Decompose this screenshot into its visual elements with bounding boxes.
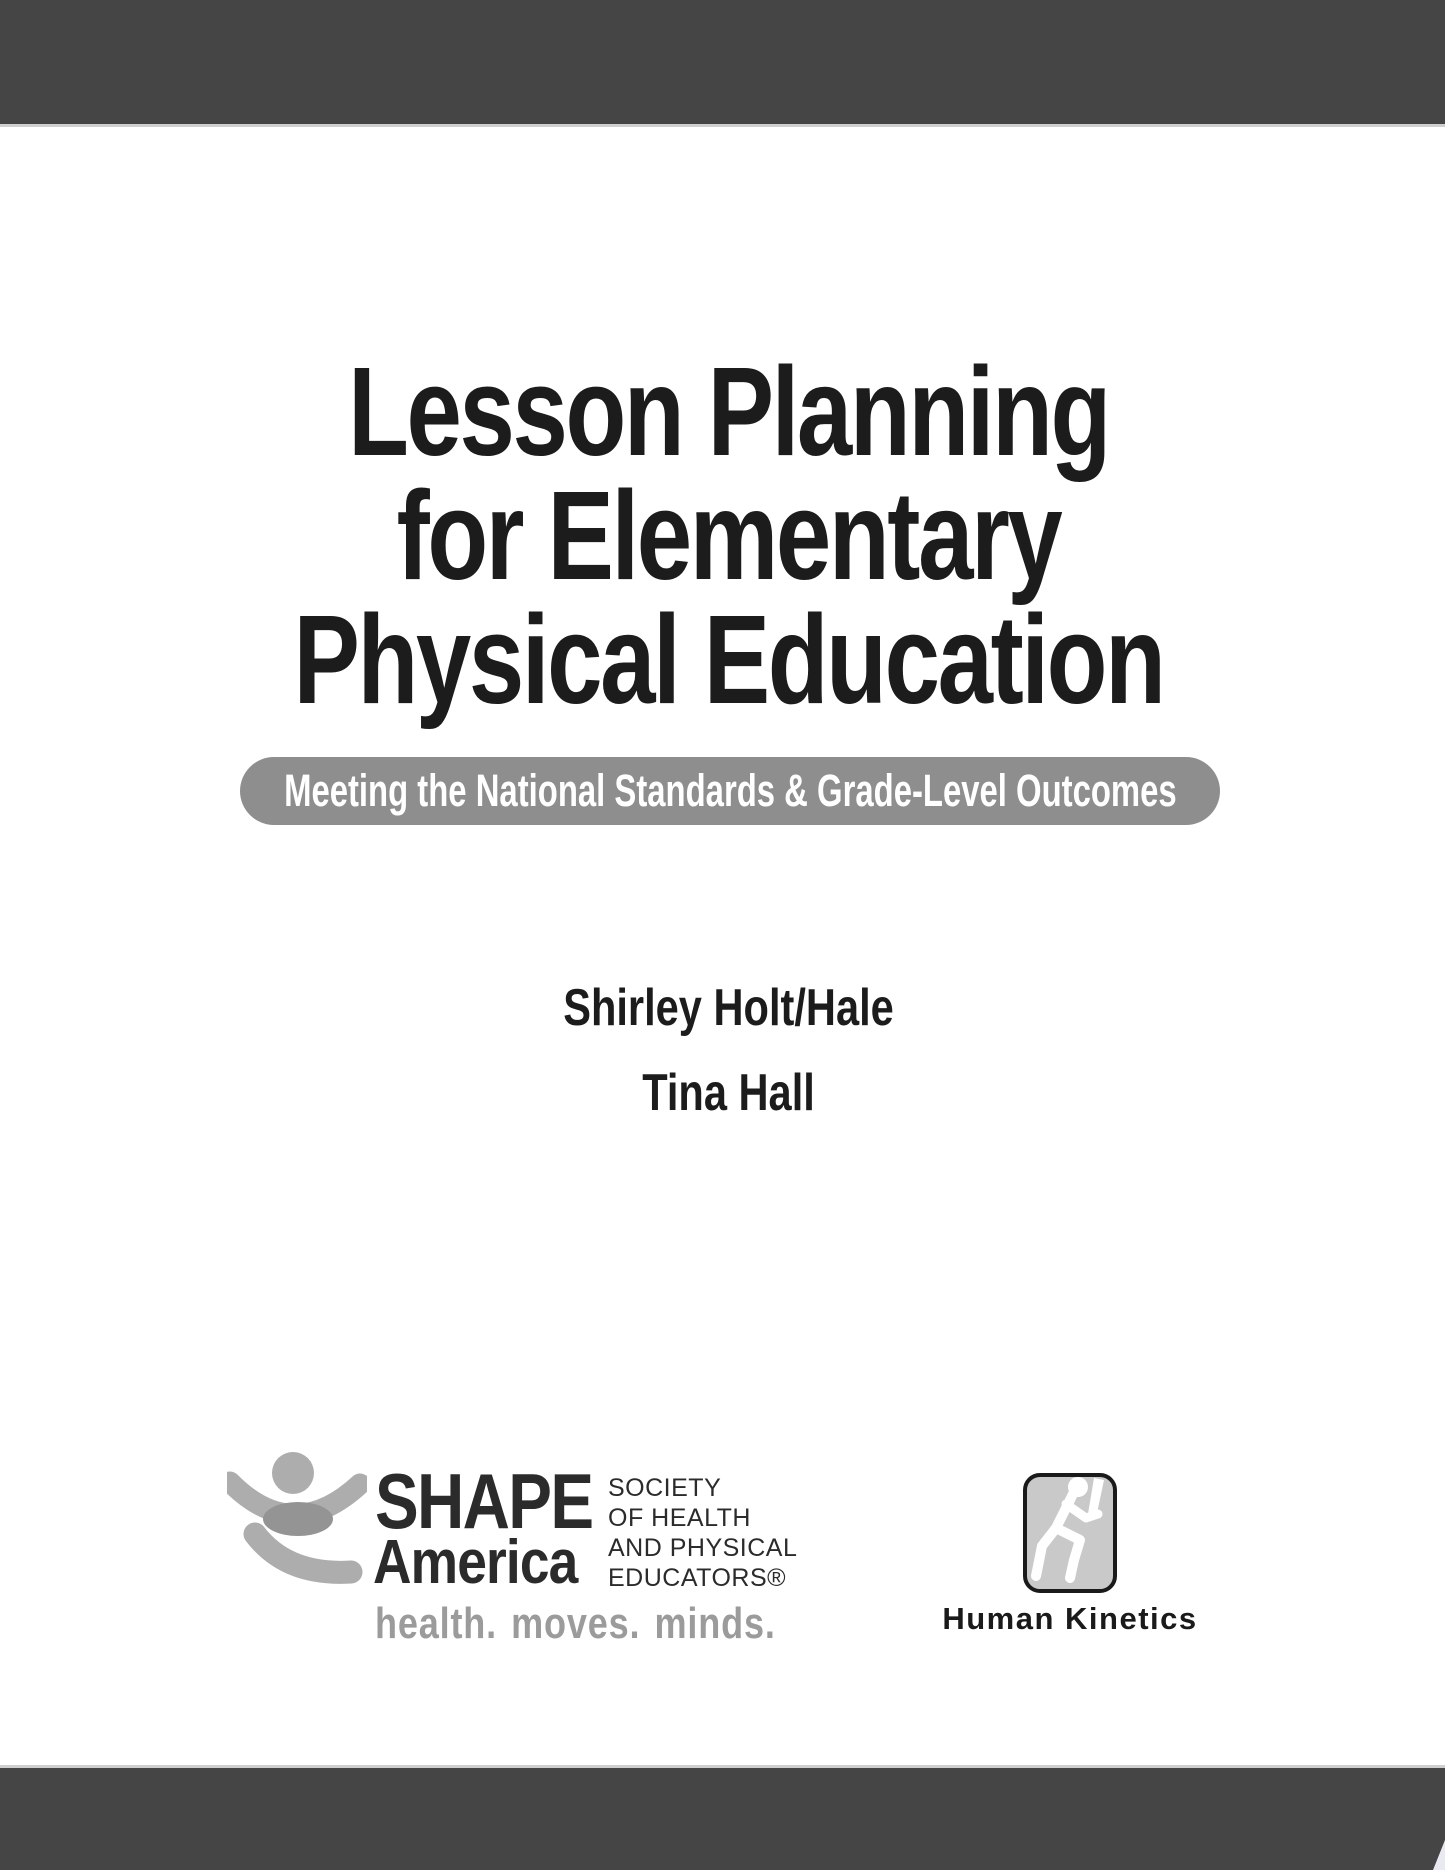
authors-block <box>155 966 1301 1136</box>
book-title <box>162 341 1294 730</box>
shape-descriptor-line-2: OF HEALTH <box>608 1504 751 1532</box>
subtitle-text: Meeting the National Standards & Grade-Level Outcomes <box>283 765 1177 816</box>
bottom-band-edge <box>0 1765 1445 1768</box>
book-title-line-2: for Elementary <box>396 465 1061 606</box>
human-kinetics-runner-icon <box>1022 1472 1118 1594</box>
human-kinetics-logo <box>935 1472 1205 1652</box>
author-name-1: Shirley Holt/Hale <box>563 979 894 1037</box>
shape-wordmark-shape: SHAPE <box>375 1457 593 1545</box>
bottom-band <box>0 1768 1445 1870</box>
book-title-line-3: Physical Education <box>293 589 1164 730</box>
book-title-line-1: Lesson Planning <box>348 341 1109 482</box>
shape-descriptor <box>608 1473 797 1593</box>
author-name-2: Tina Hall <box>642 1064 815 1122</box>
top-band <box>0 0 1445 124</box>
shape-descriptor-line-1: SOCIETY <box>608 1474 722 1502</box>
shape-america-logo <box>227 1450 827 1660</box>
shape-descriptor-line-3: AND PHYSICAL <box>608 1534 798 1562</box>
shape-tagline: health. moves. minds. <box>375 1599 776 1648</box>
subtitle-pill <box>240 757 1220 825</box>
shape-america-person-icon <box>227 1450 367 1600</box>
human-kinetics-wordmark: Human Kinetics <box>942 1601 1198 1636</box>
page-curl-artifact <box>1433 1840 1445 1870</box>
shape-descriptor-line-4: EDUCATORS® <box>608 1564 787 1592</box>
shape-wordmark-america: America <box>373 1528 578 1597</box>
top-band-edge <box>0 124 1445 127</box>
